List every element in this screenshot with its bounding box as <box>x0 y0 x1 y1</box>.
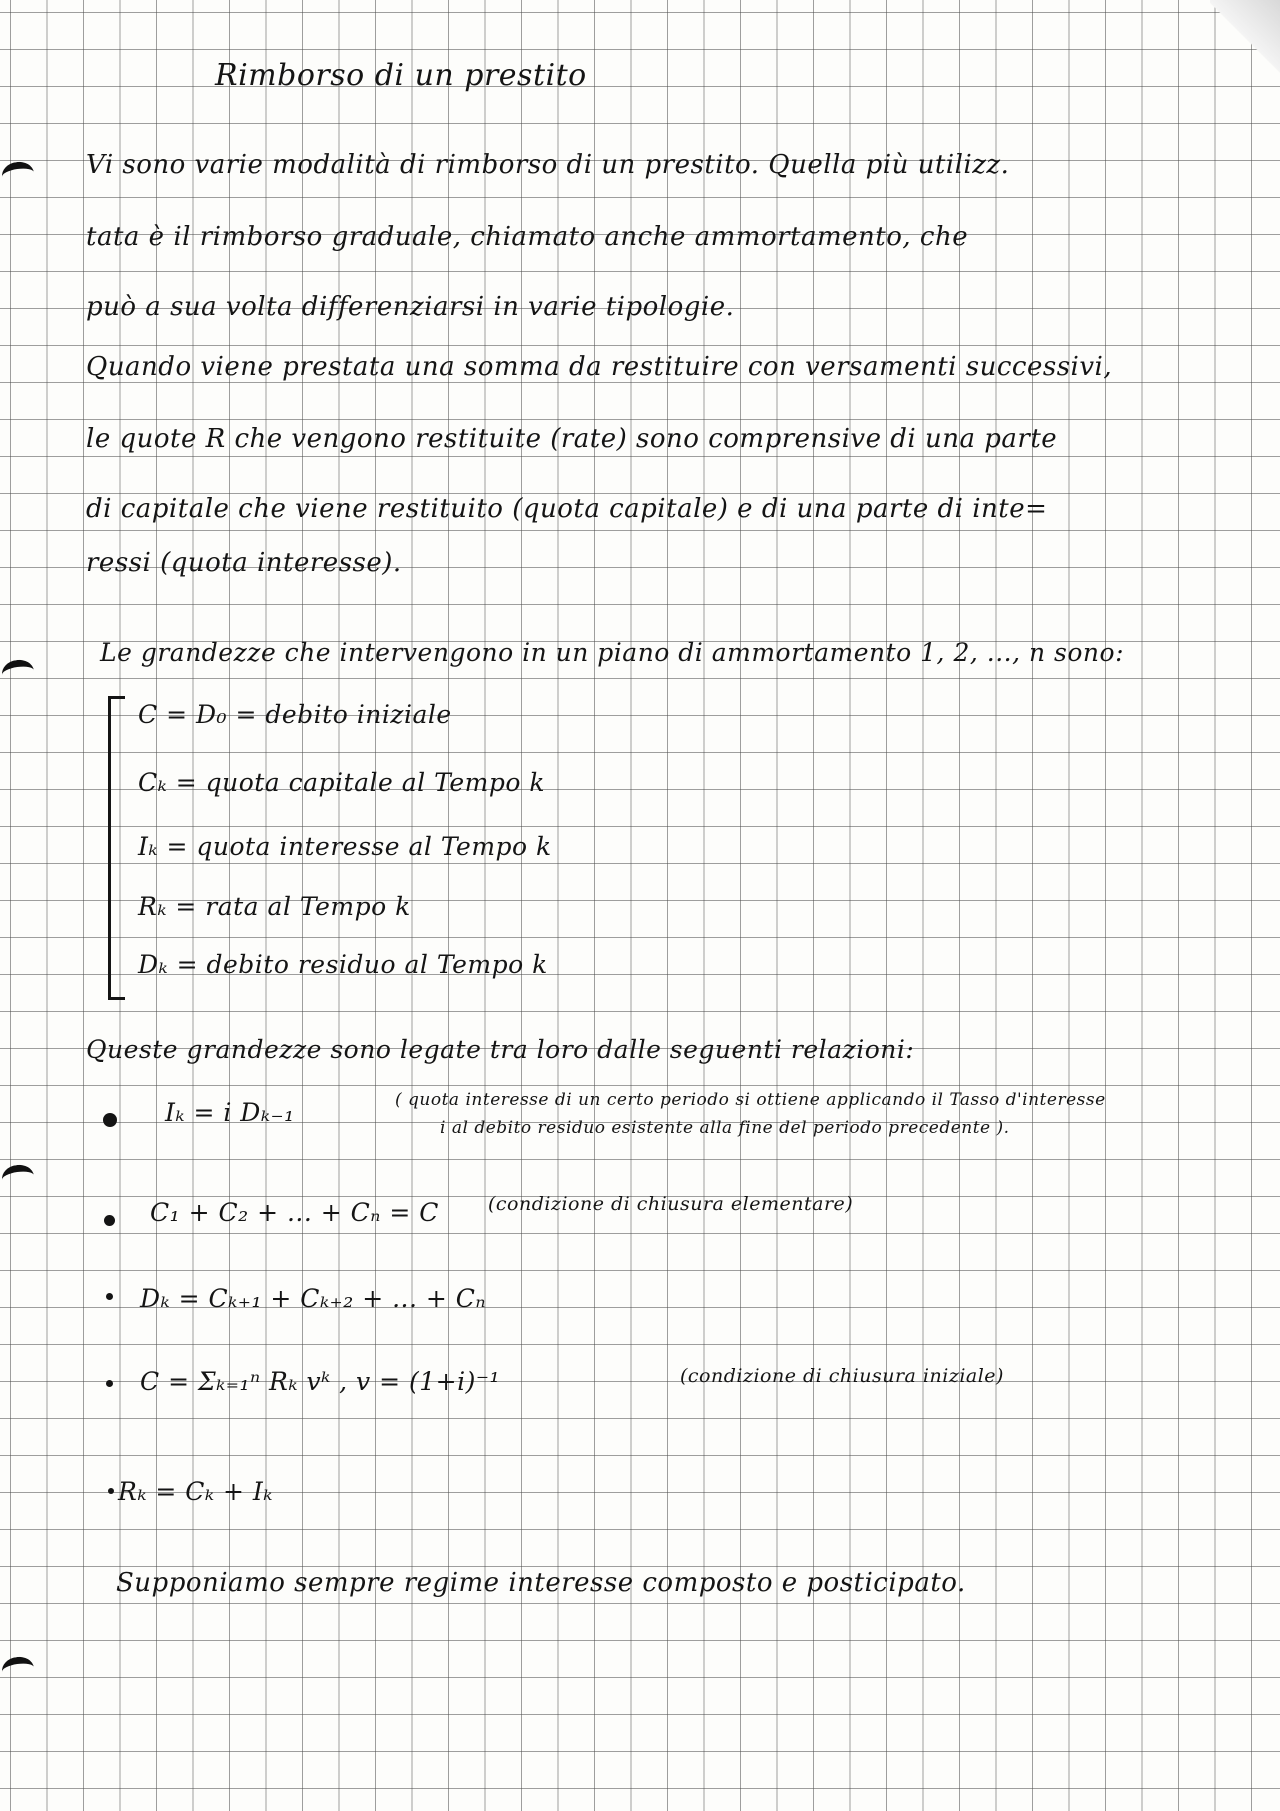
relations-intro: Queste grandezze sono legate tra loro dalle seguenti relazioni: <box>86 1035 915 1064</box>
paragraph-line: le quote R che vengono restituite (rate) sono comprensive di una parte <box>86 424 1058 454</box>
relation-interest-note: i al debito residuo esistente alla fine del periodo precedente ). <box>440 1118 1010 1138</box>
definition-principal-share: Cₖ = quota capitale al Tempo k <box>138 768 545 797</box>
bullet-icon <box>103 1113 117 1127</box>
bullet-icon <box>104 1215 115 1226</box>
paragraph-line: di capitale che viene restituito (quota capitale) e di una parte di inte= <box>86 494 1048 524</box>
binder-hole-icon <box>0 658 35 687</box>
relation-installment-formula: Rₖ = Cₖ + Iₖ <box>118 1477 273 1506</box>
relation-interest-note: ( quota interesse di un certo periodo si ottiene applicando il Tasso d'interesse <box>395 1090 1106 1110</box>
paragraph-line: Vi sono varie modalità di rimborso di un prestito. Quella più utilizz. <box>86 150 1010 180</box>
relation-present-value-note: (condizione di chiusura iniziale) <box>680 1365 1004 1387</box>
bullet-icon <box>106 1380 113 1387</box>
quantities-intro: Le grandezze che intervengono in un piano di ammortamento 1, 2, ..., n sono: <box>100 638 1124 667</box>
relation-principal-sum-formula: C₁ + C₂ + ... + Cₙ = C <box>150 1198 439 1227</box>
definition-initial-debt: C = D₀ = debito iniziale <box>138 700 452 729</box>
paragraph-line: tata è il rimborso graduale, chiamato anche ammortamento, che <box>86 222 969 252</box>
bullet-icon <box>106 1293 113 1300</box>
page-title: Rimborso di un prestito <box>215 58 587 93</box>
relation-interest-formula: Iₖ = i Dₖ₋₁ <box>165 1098 295 1127</box>
relation-principal-sum-note: (condizione di chiusura elementare) <box>488 1193 854 1215</box>
paragraph-line: può a sua volta differenziarsi in varie tipologie. <box>86 292 735 322</box>
definition-interest-share: Iₖ = quota interesse al Tempo k <box>138 832 552 861</box>
bullet-icon <box>108 1488 114 1494</box>
paragraph-line: ressi (quota interesse). <box>86 548 402 578</box>
relation-present-value-formula: C = Σₖ₌₁ⁿ Rₖ vᵏ , v = (1+i)⁻¹ <box>140 1367 501 1396</box>
closing-statement: Supponiamo sempre regime interesse composto e posticipato. <box>116 1568 966 1598</box>
page-corner-fold <box>1210 0 1280 90</box>
relation-residual-debt-formula: Dₖ = Cₖ₊₁ + Cₖ₊₂ + ... + Cₙ <box>140 1284 487 1313</box>
definition-residual-debt: Dₖ = debito residuo al Tempo k <box>138 950 548 979</box>
definitions-brace <box>108 696 125 1000</box>
definition-installment: Rₖ = rata al Tempo k <box>138 892 411 921</box>
paragraph-line: Quando viene prestata una somma da restituire con versamenti successivi, <box>86 352 1113 382</box>
binder-hole-icon <box>0 1163 35 1192</box>
binder-hole-icon <box>0 160 35 189</box>
binder-hole-icon <box>0 1655 35 1684</box>
